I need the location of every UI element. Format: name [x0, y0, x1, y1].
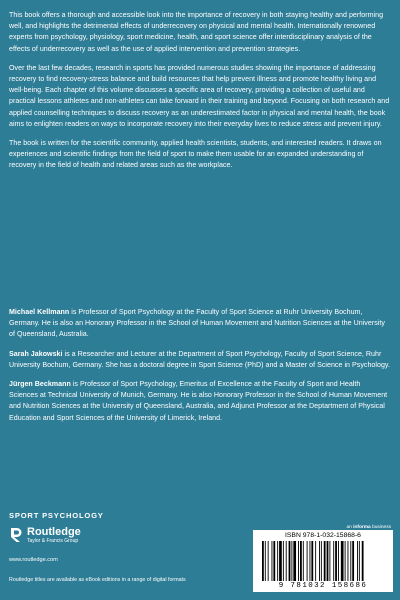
barcode-bar	[345, 541, 346, 581]
barcode-bar	[265, 541, 266, 581]
barcode-bar	[283, 541, 284, 581]
barcode-bar	[333, 541, 334, 581]
author-bio-kellmann	[9, 307, 391, 341]
barcode-bar	[291, 541, 292, 581]
barcode-bar	[286, 541, 287, 581]
barcode-bar	[359, 541, 360, 581]
barcode-bar	[319, 541, 320, 581]
author-bio-beckmann	[9, 379, 391, 424]
author-name: Sarah Jakowski	[9, 349, 63, 358]
barcode-bar	[329, 541, 330, 581]
publisher-text	[27, 527, 81, 545]
publisher-website[interactable]: www.routledge.com	[9, 557, 58, 563]
barcode-bar	[321, 541, 322, 581]
barcode-bars	[262, 541, 384, 581]
barcode-bar	[279, 541, 282, 581]
routledge-logo-icon	[9, 527, 23, 543]
barcode-digits: 9 781032 158686	[278, 582, 368, 590]
author-bios	[9, 307, 391, 432]
barcode-bar	[315, 541, 316, 581]
category-label: SPORT PSYCHOLOGY	[9, 511, 104, 520]
barcode-bar	[262, 541, 264, 581]
barcode-bar	[348, 541, 349, 581]
barcode-bar	[335, 541, 337, 581]
barcode-bar	[338, 541, 339, 581]
description-paragraph-2: Over the last few decades, research in sports has provided numerous studies showing the importance of addressing recovery to find recovery-stress balance and build resources that help prevent illness and promote healthy living and well-being. Each chapter of this volume discusses a specific area of recovery, providing a collection of useful and practical lessons athletes and non-athletes can take forward in their training and beyond. Focusing on both research and applied counselling techniques to discuss recovery as an underestimated factor in physical and mental health, the book aims to enlighten readers on ways to incorporate recovery into their everyday lives to reduce stress and prevent injury.	[9, 63, 390, 128]
barcode-bar	[362, 541, 364, 581]
author-bio-text: is Professor of Sport Psychology at the Faculty of Sport Science at Ruhr University Bochum, Germany. He is also an Honorary Professor in the School of Human Movement and Nutrition Sciences at the University of Queensland, Australia.	[9, 308, 385, 339]
barcode-bar	[268, 541, 269, 581]
description-paragraph-1: This book offers a thorough and accessible look into the importance of recovery in both staying healthy and performing well, and highlights the detrimental effects of underrecovery on physical and mental health. Internationally renowned experts from psychology, physiology, sport medicine, health, and sport science offer interdisciplinary analysis of the effects of underrecovery as well as the use of applied intervention and prevention strategies.	[9, 11, 384, 53]
author-bio-text: is Professor of Sport Psychology, Emeritus of Excellence at the Faculty of Sport and Health Sciences at Technical University of Munich, Germany. He is also Honorary Professor in the School of Human Movement and Nutrition Sciences at the University of Queensland, Australia, and Adjunct Professor at the Deptartment of Physical Education and Sport Sciences of the University of Limerick, Ireland.	[9, 380, 388, 422]
description-paragraph-3: The book is written for the scientific community, applied health scientists, students, and interested readers. It draws on experiences and scientific findings from the field of sport to make them usable for an expanded understanding of recovery in the field of health and related areas such as the workplace.	[9, 139, 382, 170]
barcode-bar	[272, 541, 273, 581]
barcode-bar	[327, 541, 329, 581]
barcode-bar	[303, 541, 304, 581]
author-bio-text: is a Researcher and Lecturer at the Department of Sport Psychology, Faculty of Sport Science, Ruhr University Bochum, Germany. She has a doctoral degree in Sport Science (PhD) and a Master of Science in Psychology.	[9, 349, 390, 369]
description-block	[9, 10, 391, 180]
informa-suffix: business	[372, 525, 391, 530]
barcode-bar	[289, 541, 291, 581]
isbn-barcode	[253, 530, 393, 592]
routledge-logo	[9, 527, 81, 545]
publisher-group: Taylor & Francis Group	[27, 538, 79, 544]
author-name: Michael Kellmann	[9, 308, 70, 316]
informa-prefix: an	[346, 525, 352, 530]
barcode-bar	[300, 541, 302, 581]
barcode-bar	[298, 541, 299, 581]
barcode-bar	[350, 541, 351, 581]
author-name: Jürgen Beckmann	[9, 380, 71, 389]
publisher-name: Routledge	[27, 526, 81, 538]
barcode-bar	[273, 541, 275, 581]
barcode-bar	[293, 541, 296, 581]
barcode-bar	[341, 541, 344, 581]
barcode-bar	[277, 541, 278, 581]
barcode-bar	[307, 541, 308, 581]
barcode-bar	[352, 541, 354, 581]
ebook-note: Routledge titles are available as eBook editions in a range of digital formats	[9, 577, 186, 583]
isbn-label: ISBN 978-1-032-15868-6	[285, 532, 361, 539]
barcode-bar	[311, 541, 313, 581]
informa-name: informa	[353, 525, 371, 530]
barcode-bar	[324, 541, 326, 581]
barcode-bar	[357, 541, 358, 581]
author-bio-jakowski	[9, 349, 391, 371]
barcode-bar	[310, 541, 311, 581]
